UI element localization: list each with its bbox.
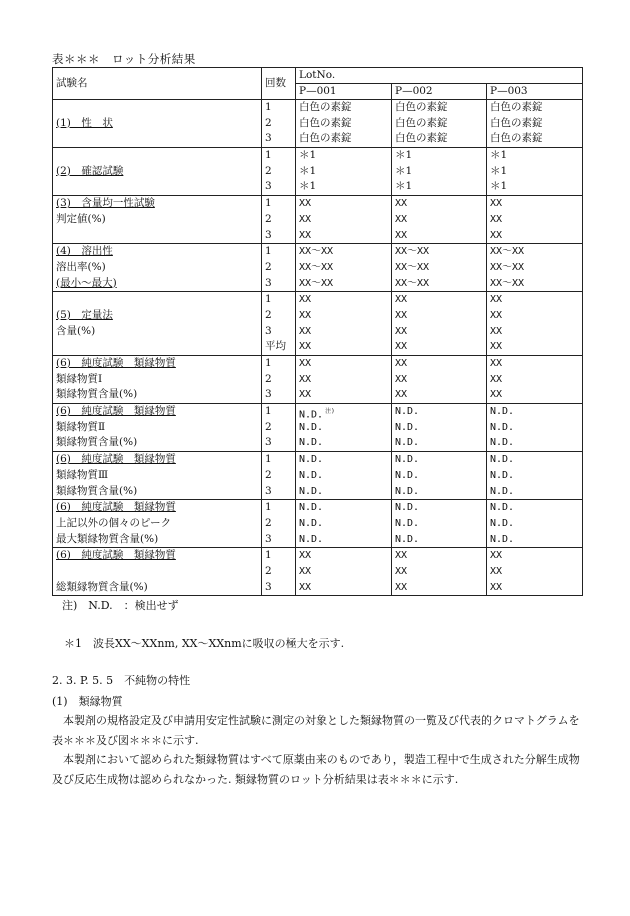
cell-value: XX: [299, 373, 312, 385]
cell-value: XX: [395, 341, 408, 353]
table-row: [53, 356, 583, 404]
table-row: [53, 500, 583, 548]
cell-value: 3: [265, 532, 272, 545]
lot-p003-cell: [487, 452, 583, 500]
test-name-line: (6) 純度試験 類縁物質: [56, 405, 176, 418]
header-lot-p001: P—001: [296, 84, 392, 100]
cell-value: N.D.: [299, 469, 324, 481]
cell-value: N.D.: [299, 517, 324, 529]
cell-value: XX: [395, 565, 408, 577]
lot-p001-cell: [296, 452, 392, 500]
cell-value: XX: [299, 550, 312, 562]
test-name-line: [56, 131, 261, 147]
cell-value: 白色の素錠: [299, 132, 352, 145]
cell-value: 2: [265, 212, 272, 225]
test-name-cell: [53, 356, 262, 404]
cell-value: N.D.: [395, 502, 420, 514]
cell-value: XX: [299, 389, 312, 401]
cell-value: 3: [265, 276, 272, 289]
table-header-row: [53, 68, 583, 84]
cell-value: N.D.: [299, 485, 324, 497]
section-heading: 2. 3. P. 5. 5 不純物の特性: [52, 674, 191, 687]
cell-value: N.D.: [395, 533, 420, 545]
cell-value: N.D.: [299, 454, 324, 466]
cell-value: 3: [265, 228, 272, 241]
cell-value: 2: [265, 308, 272, 321]
test-name-cell: [53, 196, 262, 244]
lot-p002-cell: [392, 548, 487, 596]
test-name-line: (1) 性 状: [56, 116, 113, 129]
footnote-1: ＊1 波長XX～XXnm, XX～XXnmに吸収の極大を示す.: [64, 637, 345, 650]
header-lot-p002: P—002: [392, 84, 487, 100]
cell-value: XX～XX: [490, 261, 525, 273]
cell-value: N.D.: [490, 502, 515, 514]
lot-p001-cell: [296, 292, 392, 356]
cell-value: 白色の素錠: [490, 116, 543, 129]
cell-value: XX～XX: [395, 261, 430, 273]
cell-value: XX: [490, 373, 503, 385]
cell-value: N.D.: [490, 469, 515, 481]
cell-value: 1: [265, 101, 272, 113]
cell-value: XX: [490, 325, 503, 337]
cell-value: N.D.: [299, 533, 324, 545]
lot-p003-cell: [487, 404, 583, 452]
test-name-line: 総類縁物質含量(%): [56, 580, 148, 593]
test-name-cell: [53, 292, 262, 356]
count-cell: [262, 356, 296, 404]
lot-p001-cell: [296, 500, 392, 548]
cell-value: ＊1: [395, 180, 413, 193]
test-name-line: 類縁物質含量(%): [56, 388, 138, 401]
cell-value: 白色の素錠: [490, 101, 543, 113]
test-name-cell: [53, 100, 262, 148]
cell-value: N.D.: [395, 517, 420, 529]
lot-p001-cell: [296, 100, 392, 148]
test-name-line: (6) 純度試験 類縁物質: [56, 357, 176, 369]
table-row: [53, 452, 583, 500]
cell-value: N.D.: [490, 437, 515, 449]
cell-value: 3: [265, 324, 272, 337]
cell-value: 2: [265, 420, 272, 433]
cell-value: N.D.: [490, 517, 515, 529]
test-name-line: (6) 純度試験 類縁物質: [56, 549, 176, 562]
cell-value: 3: [265, 180, 272, 193]
lot-p001-cell: [296, 196, 392, 244]
cell-value: N.D.: [395, 406, 420, 418]
lot-p002-cell: [392, 244, 487, 292]
table-row: [53, 196, 583, 244]
cell-value: XX: [490, 565, 503, 577]
test-name-line: 類縁物質Ⅰ: [56, 372, 103, 385]
lot-p003-cell: [487, 292, 583, 356]
paragraph-1: 本製剤の規格設定及び申請用安定性試験に測定の対象とした類縁物質の一覧及び代表的クロマトグラムを表＊＊＊及び図＊＊＊に示す.: [52, 714, 580, 747]
cell-value: 3: [265, 484, 272, 497]
lot-p003-cell: [487, 500, 583, 548]
note-mark: 注): [325, 408, 335, 416]
cell-value: XX: [490, 198, 503, 210]
cell-value: N.D.: [299, 502, 324, 514]
lot-analysis-table: [52, 67, 583, 596]
test-name-line: [56, 292, 261, 308]
test-name-cell: [53, 452, 262, 500]
table-row: [53, 100, 583, 148]
lot-p001-cell: [296, 148, 392, 196]
cell-value: N.D.: [395, 469, 420, 481]
cell-value: 白色の素錠: [490, 132, 543, 145]
test-name-line: 類縁物質Ⅱ: [56, 420, 106, 433]
cell-value: XX～XX: [395, 277, 430, 289]
count-cell: [262, 244, 296, 292]
cell-value: XX: [299, 309, 312, 321]
lot-p003-cell: [487, 244, 583, 292]
cell-value: XX: [490, 309, 503, 321]
cell-value: XX: [299, 294, 312, 306]
test-name-line: (6) 純度試験 類縁物質: [56, 501, 176, 514]
cell-value: N.D.: [299, 421, 324, 433]
cell-value: 2: [265, 164, 272, 177]
table-row: [53, 404, 583, 452]
test-name-line: [56, 148, 261, 164]
test-name-line: [56, 228, 261, 244]
lot-p003-cell: [487, 100, 583, 148]
lot-p002-cell: [392, 404, 487, 452]
test-name-line: [56, 100, 261, 116]
test-name-line: 最大類縁物質含量(%): [56, 532, 159, 545]
table-row: [53, 548, 583, 596]
cell-value: XX: [395, 325, 408, 337]
cell-value: XX～XX: [299, 246, 334, 258]
cell-value: XX: [490, 229, 503, 241]
cell-value: 1: [265, 501, 272, 514]
cell-value: ＊1: [299, 149, 317, 162]
cell-value: 白色の素錠: [395, 101, 448, 113]
test-name-line: (5) 定量法: [56, 308, 113, 321]
cell-value: XX～XX: [490, 277, 525, 289]
header-test-name: 試験名: [53, 68, 262, 100]
test-name-cell: [53, 148, 262, 196]
cell-value: ＊1: [490, 180, 508, 193]
test-name-line: (4) 溶出性: [56, 245, 113, 258]
cell-value: 1: [265, 549, 272, 562]
cell-value: ＊1: [395, 164, 413, 177]
table-row: [53, 292, 583, 356]
cell-value: 1: [265, 197, 272, 210]
count-cell: [262, 548, 296, 596]
cell-value: XX: [490, 550, 503, 562]
cell-value: N.D.: [395, 421, 420, 433]
cell-value: 2: [265, 468, 272, 481]
lot-p002-cell: [392, 292, 487, 356]
lot-p001-cell: [296, 356, 392, 404]
cell-value: 1: [265, 357, 272, 369]
cell-value: ＊1: [490, 149, 508, 162]
test-name-line: 類縁物質含量(%): [56, 484, 138, 497]
table-caption: 表＊＊＊ ロット分析結果: [52, 52, 196, 66]
cell-value: N.D. $^{注)}$: [299, 408, 335, 421]
cell-value: 2: [265, 116, 272, 129]
cell-value: XX: [299, 229, 312, 241]
cell-value: 3: [265, 580, 272, 593]
cell-value: 1: [265, 405, 272, 418]
cell-value: N.D.: [395, 454, 420, 466]
cell-value: XX: [395, 213, 408, 225]
cell-value: XX: [395, 358, 408, 369]
cell-value: XX: [395, 550, 408, 562]
lot-p003-cell: [487, 548, 583, 596]
cell-value: XX: [490, 213, 503, 225]
cell-value: XX: [490, 341, 503, 353]
cell-value: 1: [265, 245, 272, 258]
count-cell: [262, 292, 296, 356]
test-name-cell: [53, 500, 262, 548]
cell-value: XX: [490, 294, 503, 306]
cell-value: N.D.: [395, 485, 420, 497]
cell-value: 3: [265, 132, 272, 145]
cell-value: XX: [490, 358, 503, 369]
cell-value: 2: [265, 372, 272, 385]
cell-value: XX: [299, 358, 312, 369]
test-name-line: (3) 含量均一性試験: [56, 197, 155, 210]
cell-value: XX: [395, 309, 408, 321]
cell-value: 白色の素錠: [395, 132, 448, 145]
count-cell: [262, 196, 296, 244]
cell-value: XX: [395, 581, 408, 593]
test-name-line: 含量(%): [56, 324, 96, 337]
cell-value: XX: [395, 229, 408, 241]
cell-value: N.D.: [490, 454, 515, 466]
cell-value: 3: [265, 388, 272, 401]
test-name-line: (6) 純度試験 類縁物質: [56, 453, 176, 466]
cell-value: ＊1: [395, 149, 413, 162]
cell-value: XX～XX: [490, 246, 525, 258]
count-cell: [262, 404, 296, 452]
cell-value: XX: [299, 325, 312, 337]
test-name-line: 類縁物質含量(%): [56, 436, 138, 449]
table-row: [53, 148, 583, 196]
test-name-line: 類縁物質Ⅲ: [56, 468, 109, 481]
cell-value: XX: [395, 389, 408, 401]
cell-value: XX: [299, 198, 312, 210]
cell-value: 白色の素錠: [299, 101, 352, 113]
cell-value: 3: [265, 436, 272, 449]
header-lotno: LotNo.: [296, 68, 583, 84]
cell-value: XX～XX: [299, 277, 334, 289]
note-nd: 注) N.D. ：検出せず: [62, 599, 179, 612]
test-name-line: (2) 確認試験: [56, 164, 124, 177]
count-cell: [262, 500, 296, 548]
cell-value: XX: [490, 389, 503, 401]
lot-p002-cell: [392, 452, 487, 500]
cell-value: XX: [299, 581, 312, 593]
cell-value: 2: [265, 516, 272, 529]
cell-value: ＊1: [299, 180, 317, 193]
sub-heading: (1) 類縁物質: [52, 695, 123, 708]
lot-p003-cell: [487, 148, 583, 196]
lot-p001-cell: [296, 404, 392, 452]
test-name-line: 上記以外の個々のピーク: [56, 516, 172, 529]
cell-value: 白色の素錠: [299, 116, 352, 129]
count-cell: [262, 100, 296, 148]
cell-value: ＊1: [490, 164, 508, 177]
cell-value: 1: [265, 293, 272, 306]
test-name-cell: [53, 404, 262, 452]
paragraph-2: 本製剤において認められた類縁物質はすべて原薬由来のものであり，製造工程中で生成された分解生成物及び反応生成物は認められなかった. 類縁物質のロット分析結果は表＊＊＊に示す.: [52, 753, 580, 786]
cell-value: XX: [299, 341, 312, 353]
cell-value: N.D.: [395, 437, 420, 449]
test-name-cell: [53, 244, 262, 292]
lot-p002-cell: [392, 500, 487, 548]
lot-p003-cell: [487, 196, 583, 244]
cell-value: XX: [395, 373, 408, 385]
test-name-line: 判定値(%): [56, 212, 106, 225]
cell-value: XX: [299, 565, 312, 577]
table-row: [53, 244, 583, 292]
test-name-line: 溶出率(%): [56, 260, 106, 273]
cell-value: N.D.: [490, 533, 515, 545]
cell-value: N.D.: [490, 485, 515, 497]
count-cell: [262, 452, 296, 500]
cell-value: XX～XX: [299, 261, 334, 273]
test-name-cell: [53, 548, 262, 596]
lot-p002-cell: [392, 100, 487, 148]
lot-p001-cell: [296, 244, 392, 292]
lot-p002-cell: [392, 196, 487, 244]
cell-value: 1: [265, 149, 272, 162]
header-count: 回数: [262, 68, 296, 100]
test-name-line: (最小～最大): [56, 276, 117, 289]
cell-value: 平均: [265, 340, 286, 353]
cell-value: 白色の素錠: [395, 116, 448, 129]
cell-value: 2: [265, 260, 272, 273]
cell-value: N.D.: [490, 406, 515, 418]
cell-value: ＊1: [299, 164, 317, 177]
cell-value: 1: [265, 453, 272, 466]
lot-p002-cell: [392, 356, 487, 404]
lot-p002-cell: [392, 148, 487, 196]
test-name-line: [56, 179, 261, 195]
cell-value: XX: [299, 213, 312, 225]
cell-value: XX～XX: [395, 246, 430, 258]
count-cell: [262, 148, 296, 196]
cell-value: XX: [395, 294, 408, 306]
header-lot-p003: P—003: [487, 84, 583, 100]
cell-value: N.D.: [490, 421, 515, 433]
lot-p003-cell: [487, 356, 583, 404]
cell-value: N.D.: [299, 437, 324, 449]
cell-value: XX: [395, 198, 408, 210]
cell-value: XX: [490, 581, 503, 593]
cell-value: 2: [265, 564, 272, 577]
test-name-line: [56, 564, 261, 580]
lot-p001-cell: [296, 548, 392, 596]
test-name-line: [56, 339, 261, 355]
